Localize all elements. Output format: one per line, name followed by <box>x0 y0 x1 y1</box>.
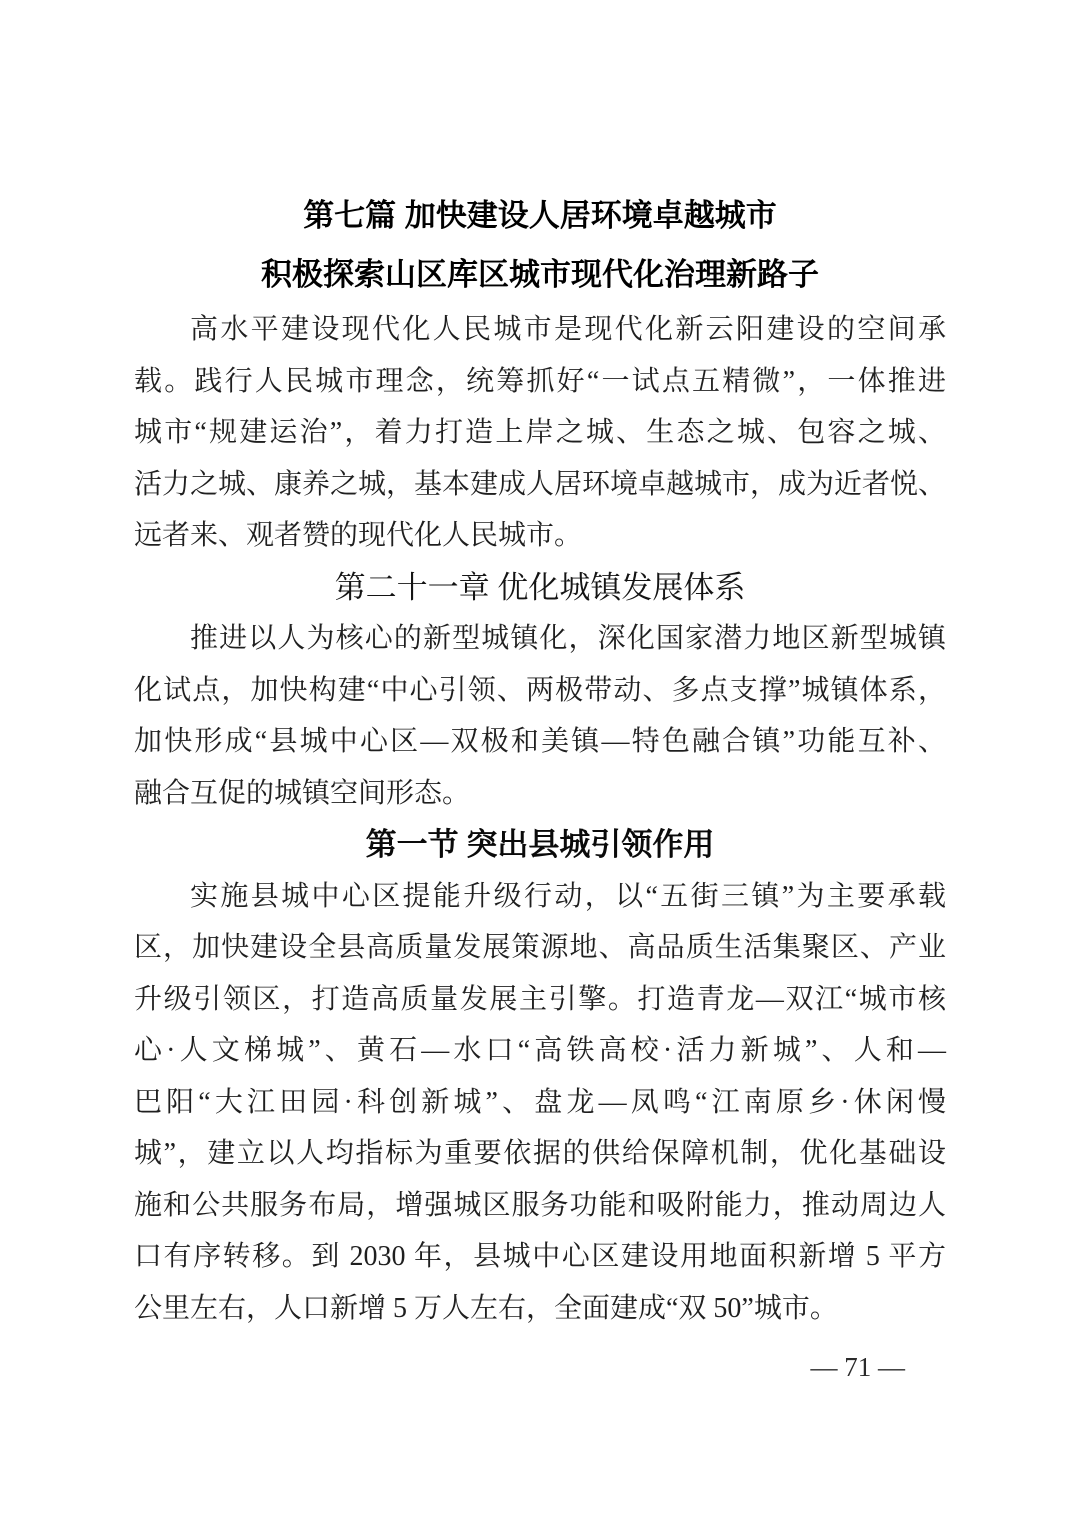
page-number: — 71 — <box>810 1352 905 1382</box>
paragraph-section-body: 实施县城中心区提能升级行动，以“五街三镇”为主要承载 区，加快建设全县高质量发展策源地、高品质生活集聚区、产业 升级引领区，打造高质量发展主引擎。打造青龙—双江“城市核 心·人文梯城”、黄石—水口“高铁高校·活力新城”、人和— 巴阳“大江田园·科创新城”、盘龙—凤鸣“江南原乡·休闲慢 城”，建立以人均指标为重要依据的供给保障机制，优化基础设 施和公共服务布局，增强城区服务功能和吸附能力，推动周边人 口有序转移。到 2030 年，县城中心区建设用地面积新增 5 平方 公里左右，人口新增 5 万人左右，全面建成“双 50”城市。 <box>134 880 946 1324</box>
section-title: 第一节 突出县城引领作用 <box>365 827 715 862</box>
page-content <box>134 186 946 1334</box>
part-subtitle: 积极探索山区库区城市现代化治理新路子 <box>261 257 819 292</box>
paragraph-chapter-intro: 推进以人为核心的新型城镇化，深化国家潜力地区新型城镇 化试点，加快构建“中心引领、两极带动、多点支撑”城镇体系， 加快形成“县城中心区—双极和美镇—特色融合镇”功能互补、 融合互促的城镇空间形态。 <box>134 623 946 809</box>
part-title: 第七篇 加快建设人居环境卓越城市 <box>303 198 777 233</box>
paragraph-part-overview: 高水平建设现代化人民城市是现代化新云阳建设的空间承 载。践行人民城市理念，统筹抓好“一试点五精微”，一体推进 城市“规建运治”，着力打造上岸之城、生态之城、包容之城、 活力之城、康养之城，基本建成人居环境卓越城市，成为近者悦、 远者来、观者赞的现代化人民城市。 <box>134 314 947 551</box>
chapter-title: 第二十一章 优化城镇发展体系 <box>334 569 746 605</box>
